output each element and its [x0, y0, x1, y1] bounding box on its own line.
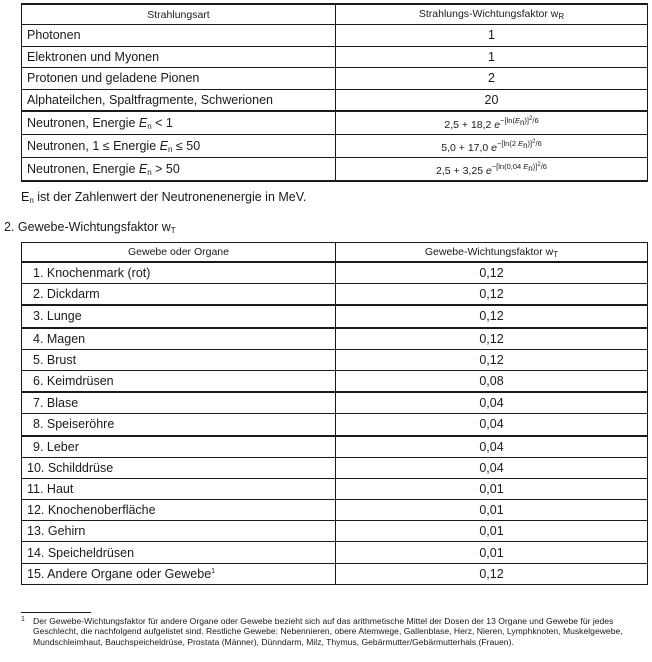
tissue-name: 4. Magen — [22, 328, 336, 350]
tissue-factor: 0,12 — [336, 284, 648, 306]
tissue-name: 2. Dickdarm — [22, 284, 336, 306]
tissue-factor: 0,12 — [336, 349, 648, 370]
tissue-name: 10. Schilddrüse — [22, 457, 336, 478]
footnote-text: Der Gewebe-Wichtungsfaktor für andere Organe oder Gewebe bezieht sich auf das arithmetische Mittel der Dosen der 13 Organe und Gewebe für jedes Geschlecht, die nachfolgend aufgelistet sind. Restliche Gewebe: Nebennieren, obere Atemwege, Gallenblase, Herz, Nieren, Lymphknoten, Muskelgewebe, Mundschleimhaut, Bauchspeicheldrüse, Prostata (Männer), Dünndarm, Milz, Thymus, Gebärmutter/Gebärmutterhals (Frauen). — [33, 616, 623, 647]
radiation-type: Photonen — [22, 25, 336, 47]
tissue-name: 15. Andere Organe oder Gewebe$^1$ — [22, 563, 336, 584]
tissue-factor: 0,04 — [336, 436, 648, 458]
tissue-factor: 0,12 — [336, 305, 648, 327]
table-row — [22, 457, 648, 478]
tissue-factor: 0,12 — [336, 262, 648, 284]
section-heading-tissue-weighting: 2. Gewebe-Wichtungsfaktor $w_T$ — [4, 220, 176, 235]
footnote — [21, 616, 648, 647]
tissue-factor: 0,01 — [336, 478, 648, 499]
radiation-factor-formula: 2,5 + 3,25 $e^{-[ln(0,04 E_n)]^2/6}$ — [336, 158, 648, 182]
tissue-factor: 0,04 — [336, 392, 648, 414]
table-row — [22, 89, 648, 111]
radiation-factor: 2 — [336, 68, 648, 90]
table-row — [22, 521, 648, 542]
table-row — [22, 414, 648, 436]
radiation-type: Protonen und geladene Pionen — [22, 68, 336, 90]
table-row-neutron — [22, 111, 648, 135]
radiation-type: Elektronen und Myonen — [22, 46, 336, 68]
radiation-factor: 1 — [336, 25, 648, 47]
tissue-factor: 0,04 — [336, 457, 648, 478]
column-header-tissue: Gewebe oder Organe — [22, 243, 336, 263]
tissue-name: 6. Keimdrüsen — [22, 370, 336, 392]
radiation-type: Neutronen, 1 ≤ Energie $E_n \le 50$ — [22, 135, 336, 158]
radiation-type: Neutronen, Energie $E_n < 1$ — [22, 111, 336, 135]
table-row-neutron — [22, 158, 648, 182]
table-row — [22, 68, 648, 90]
tissue-name: 13. Gehirn — [22, 521, 336, 542]
tissue-name: 7. Blase — [22, 392, 336, 414]
tissue-factor: 0,01 — [336, 542, 648, 563]
table-row — [22, 500, 648, 521]
table-header-row — [22, 4, 648, 25]
footnote-reference: 1 — [211, 567, 216, 575]
tissue-factor: 0,04 — [336, 414, 648, 436]
tissue-factor: 0,01 — [336, 521, 648, 542]
radiation-factor-formula: 5,0 + 17,0 $e^{-[ln(2 E_n)]^2/6}$ — [336, 135, 648, 158]
tissue-weighting-table — [21, 242, 648, 585]
footnote-mark: 1 — [21, 616, 25, 623]
table-row — [22, 305, 648, 327]
table-row — [22, 328, 648, 350]
table-row — [22, 436, 648, 458]
tissue-factor: 0,12 — [336, 328, 648, 350]
tissue-factor: 0,01 — [336, 500, 648, 521]
tissue-name: 9. Leber — [22, 436, 336, 458]
table-row — [22, 563, 648, 584]
tissue-name: 1. Knochenmark (rot) — [22, 262, 336, 284]
tissue-name: 12. Knochenoberfläche — [22, 500, 336, 521]
radiation-factor-formula: 2,5 + 18,2 $e^{-[ln(E_n)]^2/6}$ — [336, 111, 648, 135]
table-row-neutron — [22, 135, 648, 158]
tissue-name: 5. Brust — [22, 349, 336, 370]
table-row — [22, 25, 648, 47]
tissue-name: 11. Haut — [22, 478, 336, 499]
table-row — [22, 284, 648, 306]
tissue-factor: 0,08 — [336, 370, 648, 392]
table-row — [22, 46, 648, 68]
table-row — [22, 542, 648, 563]
tissue-name: 8. Speiseröhre — [22, 414, 336, 436]
table-header-row — [22, 243, 648, 263]
neutron-energy-note: $E_n$ ist der Zahlenwert der Neutronenenergie in MeV. — [21, 190, 307, 205]
radiation-factor: 1 — [336, 46, 648, 68]
column-header-tissue-factor: Gewebe-Wichtungsfaktor $w_T$ — [336, 243, 648, 263]
radiation-type: Neutronen, Energie $E_n > 50$ — [22, 158, 336, 182]
tissue-name: 14. Speicheldrüsen — [22, 542, 336, 563]
table-row — [22, 349, 648, 370]
column-header-radiation-type: Strahlungsart — [22, 4, 336, 25]
table-row — [22, 262, 648, 284]
table-row — [22, 478, 648, 499]
tissue-factor: 0,12 — [336, 563, 648, 584]
footnote-divider — [21, 612, 91, 613]
radiation-factor: 20 — [336, 89, 648, 111]
table-row — [22, 392, 648, 414]
radiation-type: Alphateilchen, Spaltfragmente, Schwerionen — [22, 89, 336, 111]
table-row — [22, 370, 648, 392]
tissue-name: 3. Lunge — [22, 305, 336, 327]
column-header-radiation-factor: Strahlungs-Wichtungsfaktor $w_R$ — [336, 4, 648, 25]
radiation-weighting-table — [21, 3, 648, 182]
